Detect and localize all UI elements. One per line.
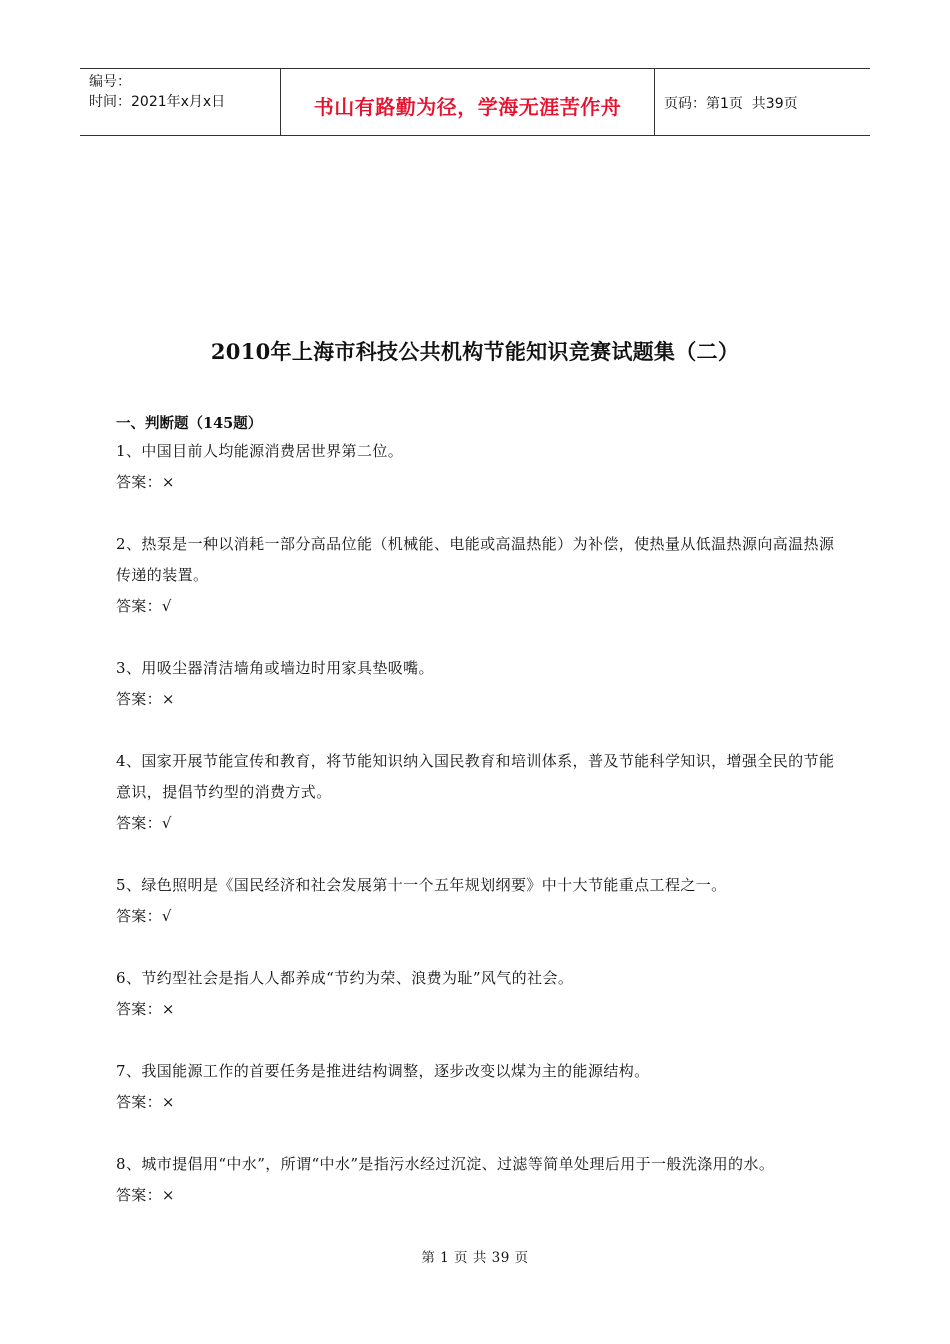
page-header <box>80 68 870 136</box>
answer-text: 答案：× <box>116 1000 175 1018</box>
header-meta-cell <box>80 69 281 135</box>
header-motto: 书山有路勤为径，学海无涯苦作舟 <box>313 94 622 119</box>
question-item <box>116 870 838 932</box>
question-text: 5、绿色照明是《国民经济和社会发展第十一个五年规划纲要》中十大节能重点工程之一。 <box>116 876 727 894</box>
question-item <box>116 436 838 498</box>
header-code-label: 编号： <box>89 74 131 90</box>
question-text: 1、中国目前人均能源消费居世界第二位。 <box>116 442 404 460</box>
question-item <box>116 963 838 1025</box>
question-text: 8、城市提倡用“中水”，所谓“中水”是指污水经过沉淀、过滤等简单处理后用于一般洗涤用的水。 <box>116 1155 775 1173</box>
answer-text: 答案：× <box>116 1093 175 1111</box>
answer-text: 答案：× <box>116 473 175 491</box>
header-time-label: 时间：2021年x月x日 <box>89 94 226 110</box>
answer-text: 答案：× <box>116 690 175 708</box>
page-footer <box>0 1246 950 1266</box>
question-text: 7、我国能源工作的首要任务是推进结构调整，逐步改变以煤为主的能源结构。 <box>116 1062 650 1080</box>
document-body <box>116 412 838 1242</box>
header-motto-cell <box>281 69 655 135</box>
document-title: 2010年上海市科技公共机构节能知识竞赛试题集（二） <box>210 339 740 364</box>
answer-text: 答案：× <box>116 1186 175 1204</box>
question-text: 2、热泵是一种以消耗一部分高品位能（机械能、电能或高温热能）为补偿，使热量从低温热源向高温热源传递的装置。 <box>116 535 835 584</box>
answer-text: 答案：√ <box>116 907 172 925</box>
header-page-cell <box>655 69 870 135</box>
footer-page-number: 第 1 页 共 39 页 <box>421 1250 529 1266</box>
question-item <box>116 653 838 715</box>
question-item <box>116 746 838 839</box>
question-item <box>116 1149 838 1211</box>
question-text: 6、节约型社会是指人人都养成“节约为荣、浪费为耻”风气的社会。 <box>116 969 574 987</box>
question-item <box>116 529 838 622</box>
question-text: 4、国家开展节能宣传和教育，将节能知识纳入国民教育和培训体系，普及节能科学知识，增强全民的节能意识，提倡节约型的消费方式。 <box>116 752 835 801</box>
section-heading: 一、判断题（145题） <box>116 415 263 432</box>
question-item <box>116 1056 838 1118</box>
answer-text: 答案：√ <box>116 597 172 615</box>
header-page-info: 页码：第1页 共39页 <box>664 96 798 112</box>
answer-text: 答案：√ <box>116 814 172 832</box>
question-text: 3、用吸尘器清洁墙角或墙边时用家具垫吸嘴。 <box>116 659 434 677</box>
